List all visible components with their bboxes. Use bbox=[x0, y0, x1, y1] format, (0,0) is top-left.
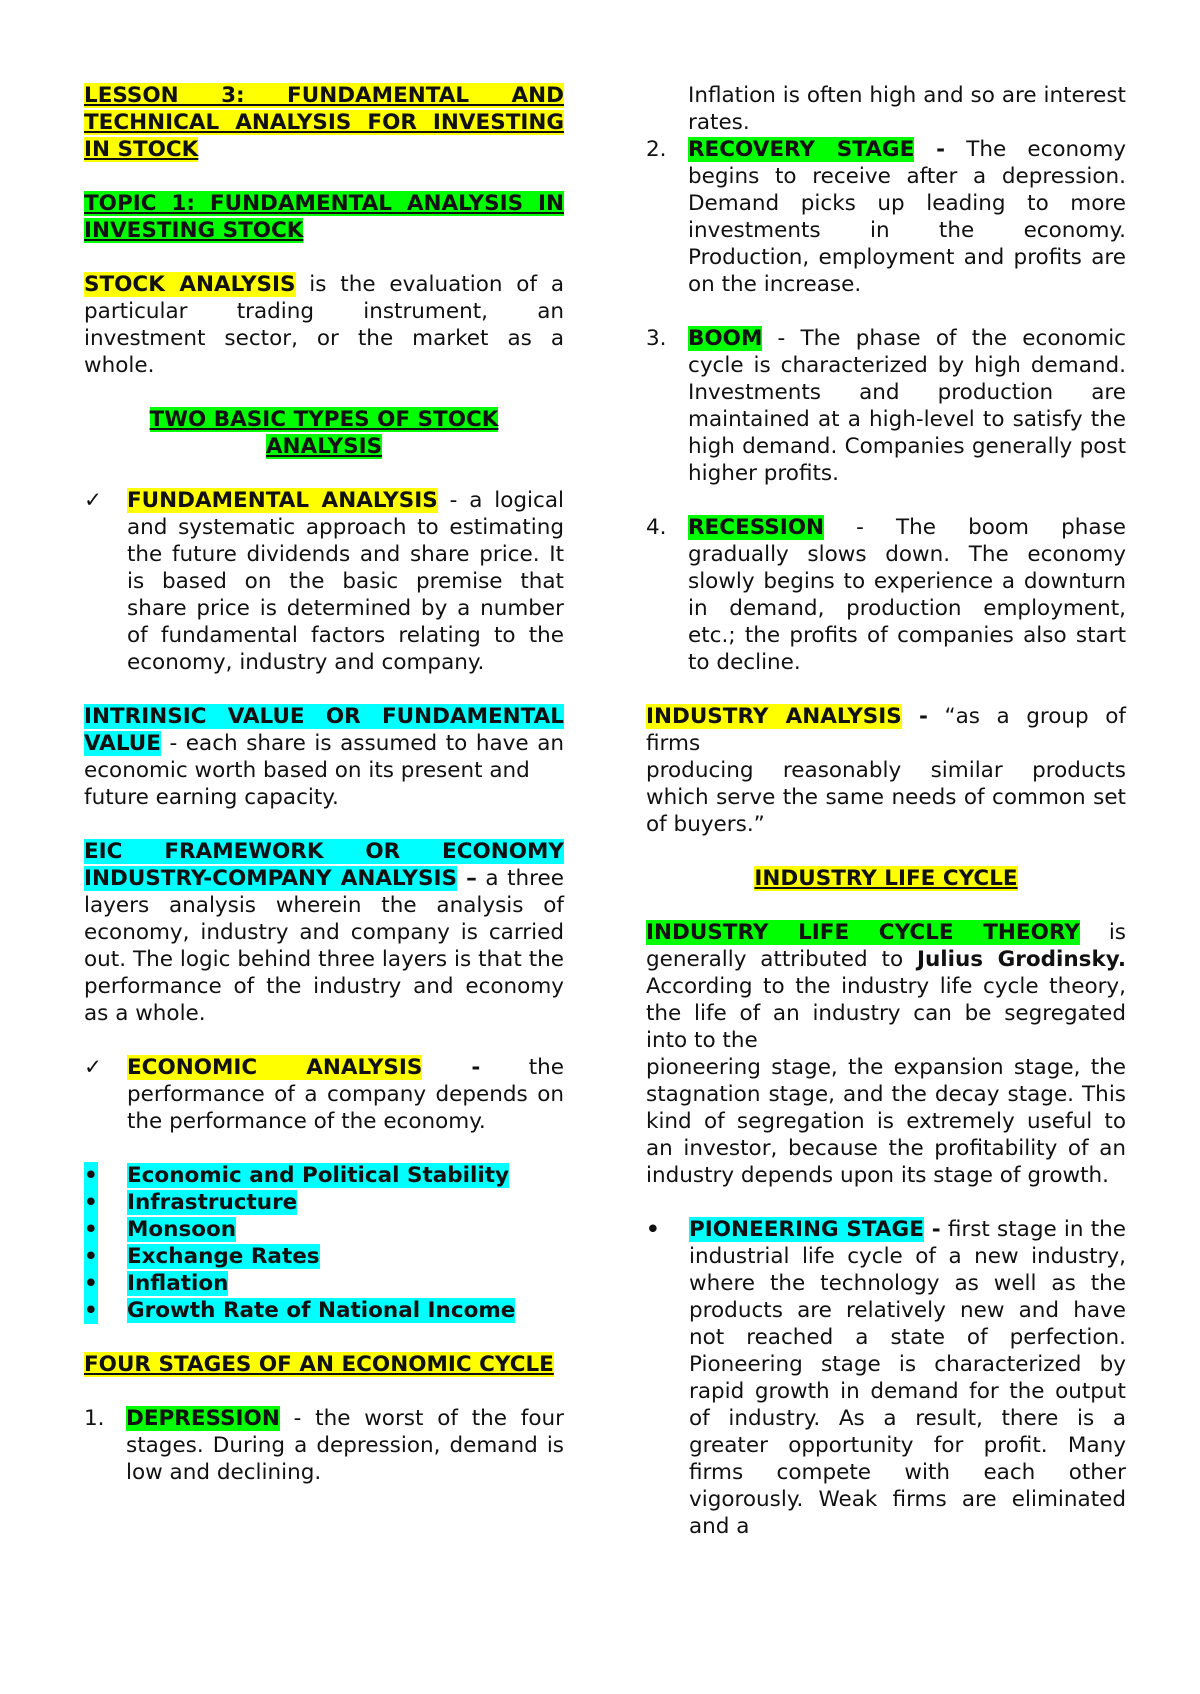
ilc-theory-term: INDUSTRY LIFE CYCLE THEORY bbox=[646, 920, 1080, 945]
intrinsic-value-paragraph: INTRINSIC VALUE OR FUNDAMENTAL VALUE - each share is assumed to have an economic worth based on its present and bbox=[84, 704, 564, 783]
economic-analysis-item: ✓ ECONOMIC ANALYSIS - the performance of a company depends on the performance of the economy. bbox=[84, 1055, 564, 1134]
lesson-title: LESSON 3: FUNDAMENTAL AND TECHNICAL ANALYSIS FOR INVESTING IN STOCK bbox=[84, 83, 564, 162]
ilc-theory-paragraph: INDUSTRY LIFE CYCLE THEORY is generally attributed to Julius Grodinsky. According to the industry life cycle theory, the life of an industry can be segregated into to the bbox=[646, 920, 1126, 1053]
eic-paragraph: EIC FRAMEWORK OR ECONOMY INDUSTRY-COMPANY ANALYSIS – a three layers analysis wherein the analysis of economy, industry and company is carried out. The logic behind three layers is that the performance of the industry and economy as a whole. bbox=[84, 839, 564, 1026]
recovery-term: RECOVERY STAGE bbox=[688, 137, 915, 162]
right-column bbox=[646, 82, 1126, 1540]
bullet-icon: • bbox=[84, 1298, 98, 1323]
industry-analysis-term: INDUSTRY ANALYSIS bbox=[646, 704, 902, 729]
fundamental-analysis-item: ✓ FUNDAMENTAL ANALYSIS - a logical and systematic approach to estimating the future dividends and share price. It is based on the basic premise that share price is determined by a number of fundamental factors relating to the economy, industry and company. bbox=[84, 488, 565, 675]
boom-term: BOOM bbox=[688, 326, 763, 351]
pioneering-stage-item: • PIONEERING STAGE - first stage in the industrial life cycle of a new industry, where the technology as well as the products are relatively new and have not reached a state of perfection. Pioneering stage is characterized by rapid growth in demand for the output of industry. As a result, there is a greater opportunity for profit. Many firms compete with each other vigorously. Weak firms are eliminated and a bbox=[646, 1217, 1126, 1539]
bullet-icon: • bbox=[646, 1217, 660, 1242]
industry-life-cycle-heading: INDUSTRY LIFE CYCLE bbox=[754, 866, 1018, 891]
stage-item-boom: 3. BOOM - The phase of the economic cycle is characterized by high demand. Investments and production are maintained at a high-level to satisfy the high demand. Companies generally post higher profits. bbox=[646, 326, 1126, 486]
stock-analysis-term: STOCK ANALYSIS bbox=[84, 272, 296, 297]
stage-item-recession: 4. RECESSION - The boom phase gradually slows down. The economy slowly begins to experience a downturn in demand, production employment, etc.; the profits of companies also start to decline. bbox=[646, 515, 1126, 675]
left-column bbox=[84, 82, 564, 1486]
pioneering-stage-term: PIONEERING STAGE bbox=[689, 1217, 924, 1242]
stage-item-depression-continued: Inflation is often high and so are interest rates. bbox=[688, 83, 1126, 135]
recession-term: RECESSION bbox=[688, 515, 824, 540]
industry-analysis-continuation: producing reasonably similar products which serve the same needs of common set of buyers.” bbox=[646, 758, 1126, 837]
stage-item-recovery: 2. RECOVERY STAGE - The economy begins to receive after a depression. Demand picks up leading to more investments in the economy. Production, employment and profits are on the increase. bbox=[646, 137, 1127, 297]
fundamental-analysis-term: FUNDAMENTAL ANALYSIS bbox=[127, 488, 438, 513]
list-item: • Infrastructure bbox=[84, 1190, 298, 1215]
list-item: • Monsoon bbox=[84, 1217, 237, 1242]
topic-title: TOPIC 1: FUNDAMENTAL ANALYSIS IN INVESTING STOCK bbox=[84, 191, 564, 243]
stock-analysis-paragraph: STOCK ANALYSIS is the evaluation of a particular trading instrument, an investment sector, or the market as a whole. bbox=[84, 272, 564, 378]
list-item: • Inflation bbox=[84, 1271, 229, 1296]
factor-list bbox=[84, 1162, 564, 1324]
intrinsic-value-term: INTRINSIC VALUE OR FUNDAMENTAL VALUE bbox=[84, 704, 564, 756]
list-item: • Exchange Rates bbox=[84, 1244, 320, 1269]
industry-analysis-paragraph: INDUSTRY ANALYSIS - “as a group of firms bbox=[646, 704, 1126, 756]
intrinsic-value-continuation: future earning capacity. bbox=[84, 785, 339, 810]
stage-item-depression: 1. DEPRESSION - the worst of the four stages. During a depression, demand is low and declining. bbox=[84, 1406, 564, 1485]
bullet-icon: • bbox=[84, 1271, 98, 1296]
bullet-icon: • bbox=[84, 1163, 98, 1188]
check-icon: ✓ bbox=[84, 488, 103, 513]
grodinsky-name: Julius Grodinsky. bbox=[916, 947, 1126, 972]
ilc-theory-continuation: pioneering stage, the expansion stage, the stagnation stage, and the decay stage. This kind of segregation is extremely useful to an investor, because the profitability of an industry depends upon its stage of growth. bbox=[646, 1055, 1126, 1188]
bullet-icon: • bbox=[84, 1244, 98, 1269]
bullet-icon: • bbox=[84, 1217, 98, 1242]
four-stages-heading: FOUR STAGES OF AN ECONOMIC CYCLE bbox=[84, 1352, 554, 1377]
depression-term: DEPRESSION bbox=[126, 1406, 280, 1431]
list-item: • Growth Rate of National Income bbox=[84, 1298, 516, 1323]
list-item: • Economic and Political Stability bbox=[84, 1163, 510, 1188]
bullet-icon: • bbox=[84, 1190, 98, 1215]
two-types-heading: TWO BASIC TYPES OF STOCK ANALYSIS bbox=[149, 407, 499, 459]
eic-term: EIC FRAMEWORK OR ECONOMY INDUSTRY-COMPANY ANALYSIS bbox=[84, 839, 564, 891]
economic-analysis-term: ECONOMIC ANALYSIS bbox=[127, 1055, 423, 1080]
check-icon: ✓ bbox=[84, 1055, 103, 1080]
